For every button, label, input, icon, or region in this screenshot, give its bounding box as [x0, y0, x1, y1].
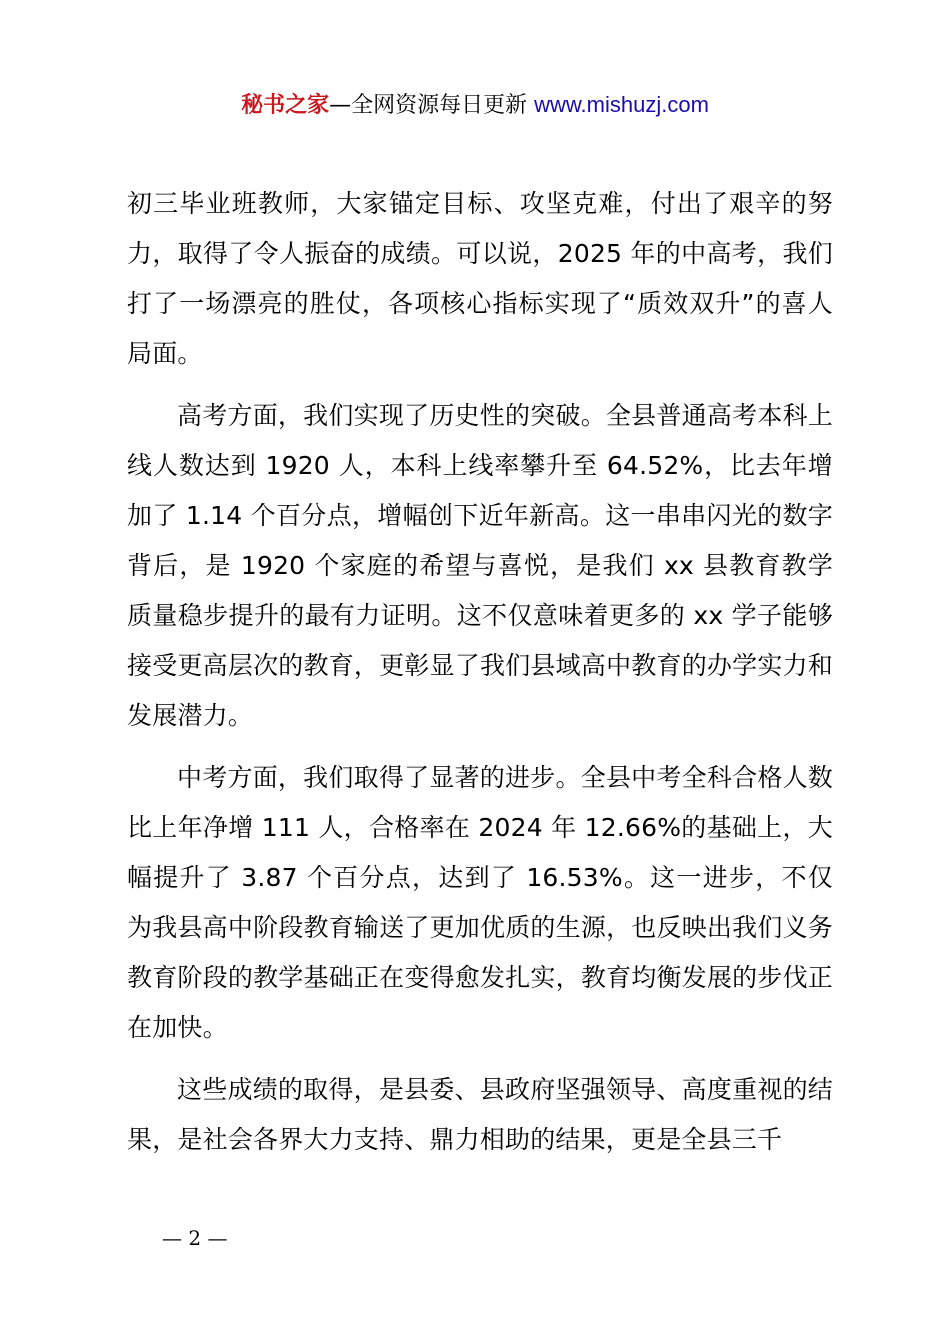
brand-name: 秘书之家 — [241, 93, 330, 118]
document-body — [127, 179, 833, 1177]
site-header — [0, 88, 950, 123]
site-url-link[interactable]: www.mishuzj.com — [534, 92, 709, 117]
paragraph-gaokao: 高考方面，我们实现了历史性的突破。全县普通高考本科上线人数达到 1920 人，本科上线率攀升至 64.52%，比去年增加了 1.14 个百分点，增幅创下近年新高。这一串串闪光的数字背后，是 1920 个家庭的希望与喜悦，是我们 xx 县教育教学质量稳步提升的最有力证明。这不仅意味着更多的 xx 学子能够接受更高层次的教育，更彰显了我们县域高中教育的办学实力和发展潜力。 — [127, 401, 833, 730]
paragraph-zhongkao: 中考方面，我们取得了显著的进步。全县中考全科合格人数比上年净增 111 人，合格率在 2024 年 12.66%的基础上，大幅提升了 3.87 个百分点，达到了 16.53%。这一进步，不仅为我县高中阶段教育输送了更加优质的生源，也反映出我们义务教育阶段的教学基础正在变得愈发扎实，教育均衡发展的步伐正在加快。 — [127, 763, 833, 1042]
page-number: — 2 — — [162, 1226, 228, 1250]
paragraph-continued: 初三毕业班教师，大家锚定目标、攻坚克难，付出了艰辛的努力，取得了令人振奋的成绩。可以说，2025 年的中高考，我们打了一场漂亮的胜仗，各项核心指标实现了“质效双升”的喜人局面。 — [127, 189, 833, 368]
paragraph-achievements: 这些成绩的取得，是县委、县政府坚强领导、高度重视的结果，是社会各界大力支持、鼎力相助的结果，更是全县三千 — [127, 1075, 833, 1154]
header-tagline: —全网资源每日更新 — [329, 93, 535, 118]
